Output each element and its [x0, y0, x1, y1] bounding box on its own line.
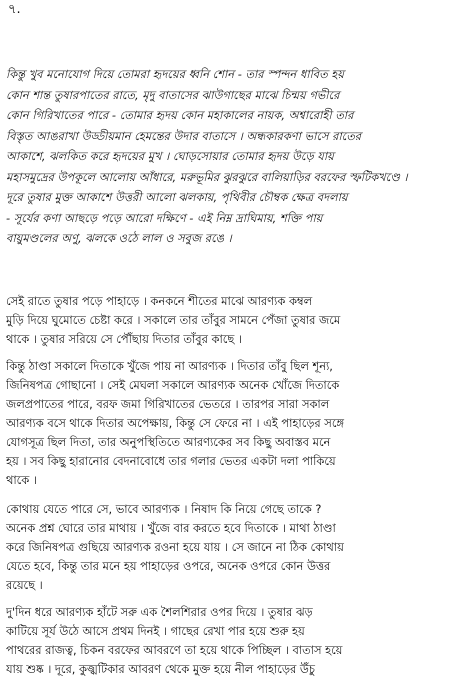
- text-line: রয়েছে ।: [6, 578, 43, 592]
- text-line: হয় । সব কিছু হারানোর বেদনাবোধে তার গলার ভেতর একটা দলা পাকিয়ে: [6, 454, 336, 468]
- text-line: কাটিয়ে সূর্য উঠে আসে প্রথম দিনই । গাছের রেখা পার হয়ে শুরু হয়: [6, 624, 305, 638]
- text-line: কিন্তু খুব মনোযোগ দিয়ে তোমরা হৃদয়ের ধ্বনি শোন - তার স্পন্দন ধাবিত হয়: [6, 67, 344, 81]
- text-line: কোথায় যেতে পারে সে, ভাবে আরণ্যক । নিষাদ কি নিয়ে গেছে তাকে ?: [6, 502, 322, 516]
- text-line: অনেক প্রশ্ন ঘোরে তার মাথায় । খুঁজে বার করতে হবে দিতাকে । মাথা ঠাণ্ডা: [6, 521, 336, 535]
- text-line: - সূর্যের কণা আছড়ে পড়ে আরো দক্ষিণে - এই নিম্ন দ্রাঘিমায়, শক্তি পায়: [6, 210, 323, 225]
- text-line: করে জিনিষপত্র গুছিয়ে আরণ্যক রওনা হয়ে যায় । সে জানে না ঠিক কোথায়: [6, 540, 344, 554]
- text-line: মহাসমুদ্রের উপকূলে আলোয় আঁধারে, মরুভূমির ঝুরঝুরে বালিয়াড়ির বরফের স্ফটিকখণ্ডে ।: [6, 169, 408, 184]
- text-line: যায় শুষ্ক । দূরে, কুজ্ঝটিকার আবরণ থেকে মুক্ত হয়ে নীল পাহাড়ের উঁচু: [6, 662, 315, 676]
- intro-paragraph: [6, 64, 450, 249]
- text-line: বায়ুমণ্ডলের অণু, ঝলকে ওঠে লাল ও সবুজ রঙে ।: [6, 231, 232, 245]
- text-line: যেতে হবে, কিন্তু তার মনে হয় পাহাড়ের ওপরে, অনেক ওপরে কোন উত্তর: [6, 559, 331, 573]
- text-line: মুড়ি দিয়ে ঘুমোতে চেষ্টা করে । সকালে তার তাঁবুর সামনে পেঁজা তুষার জমে: [6, 313, 341, 327]
- text-line: যোগসূত্র ছিল দিতা, তার অনুপস্থিতিতে আরণ্যকের সব কিছু অবাস্তব মনে: [6, 435, 331, 449]
- page-number: ৭.: [8, 2, 21, 17]
- text-line: আরণ্যক বসে থাকে দিতার অপেক্ষায়, কিন্তু সে ফেরে না । এই পাহাড়ের সঙ্গে: [6, 416, 344, 430]
- paragraph-3: [6, 357, 450, 490]
- text-line: জলপ্রপাতের পারে, বরফ জমা গিরিখাতের ভেতরে । তারপর সারা সকাল: [6, 397, 330, 411]
- text-line: কোন গিরিখাতের পারে - তোমার হৃদয় কোন মহাকালের নায়ক, অশ্বারোহী তার: [6, 108, 354, 122]
- text-line: জিনিষপত্র গোছানো । সেই মেঘলা সকালে আরণ্যক অনেক খোঁজে দিতাকে: [6, 378, 340, 392]
- paragraph-4: [6, 500, 450, 595]
- text-line: থাকে ।: [6, 473, 37, 487]
- text-line: বিস্তৃত আঙরাখা উড্ডীয়মান হেমন্তের উদার বাতাসে । অন্ধকারকণা ভাসে রাতের: [6, 128, 362, 143]
- text-line: পাথরের রাজত্ব, চিকন বরফের আবরণে তা হয়ে থাকে পিচ্ছিল । বাতাস হয়ে: [6, 643, 343, 657]
- text-line: থাকে । তুষার সরিয়ে সে পৌঁছায় দিতার তাঁবুর কাছে ।: [6, 332, 242, 346]
- paragraph-2: [6, 292, 450, 349]
- text-line: কিন্তু ঠাণ্ডা সকালে দিতাকে খুঁজে পায় না আরণ্যক । দিতার তাঁবু ছিল শূন্য,: [6, 359, 333, 373]
- paragraph-5: [6, 603, 450, 679]
- text-line: কোন শান্ত তুষারপাতের রাতে, মৃদু বাতাসের ঝাউগাছের মাঝে চিন্ময় গভীরে: [6, 87, 340, 102]
- text-line: দু'দিন ধরে আরণ্যক হাঁটে সরু এক শৈলশিরার ওপর দিয়ে । তুষার ঝড়: [6, 605, 313, 619]
- text-line: আকাশে, ঝলকিত করে হৃদয়ের মুখ । ঘোড়সোয়ার তোমার হৃদয় উড়ে যায়: [6, 149, 334, 163]
- text-line: দূরে তুষার মুক্ত আকাশে উত্তরী আলো ঝলকায়, পৃথিবীর চৌম্বক ক্ষেত্র বদলায়: [6, 190, 348, 204]
- text-line: সেই রাতে তুষার পড়ে পাহাড়ে । কনকনে শীতের মাঝে আরণ্যক কম্বল: [6, 294, 313, 308]
